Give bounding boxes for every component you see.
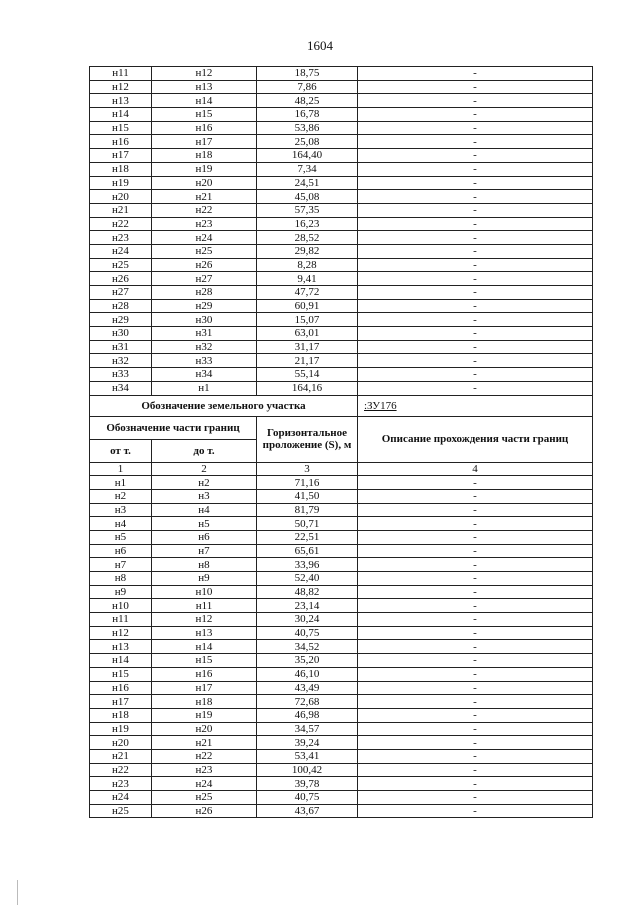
description-cell: - (358, 804, 593, 818)
table-row (90, 695, 593, 709)
description-cell: - (358, 654, 593, 668)
description-cell: - (358, 749, 593, 763)
distance-cell: 164,40 (257, 149, 358, 163)
from-point-cell: н23 (90, 231, 152, 245)
distance-cell: 34,57 (257, 722, 358, 736)
description-cell: - (358, 190, 593, 204)
plot-rows (90, 476, 593, 818)
from-point-cell: н27 (90, 286, 152, 300)
description-cell: - (358, 299, 593, 313)
from-point-cell: н31 (90, 340, 152, 354)
from-point-cell: н26 (90, 272, 152, 286)
from-point-cell: н13 (90, 94, 152, 108)
from-point-cell: н34 (90, 381, 152, 395)
from-point-cell: н25 (90, 804, 152, 818)
to-point-cell: н34 (152, 368, 257, 382)
from-point-cell: н5 (90, 530, 152, 544)
to-point-cell: н11 (152, 599, 257, 613)
table-row (90, 203, 593, 217)
from-point-cell: н11 (90, 67, 152, 81)
table-row (90, 681, 593, 695)
distance-cell: 71,16 (257, 476, 358, 490)
description-cell: - (358, 176, 593, 190)
table-row (90, 258, 593, 272)
table-row (90, 599, 593, 613)
distance-cell: 48,82 (257, 585, 358, 599)
table-row (90, 489, 593, 503)
description-cell: - (358, 572, 593, 586)
from-point-cell: н20 (90, 736, 152, 750)
distance-cell: 8,28 (257, 258, 358, 272)
description-cell: - (358, 708, 593, 722)
table-row (90, 585, 593, 599)
table-row (90, 67, 593, 81)
distance-cell: 35,20 (257, 654, 358, 668)
from-point-cell: н9 (90, 585, 152, 599)
to-point-cell: н12 (152, 67, 257, 81)
table-row (90, 381, 593, 395)
from-point-cell: н15 (90, 121, 152, 135)
from-point-cell: н30 (90, 327, 152, 341)
to-point-cell: н8 (152, 558, 257, 572)
distance-cell: 16,23 (257, 217, 358, 231)
table-row (90, 749, 593, 763)
from-point-cell: н6 (90, 544, 152, 558)
description-cell: - (358, 736, 593, 750)
from-point-cell: н18 (90, 708, 152, 722)
description-cell: - (358, 203, 593, 217)
to-point-cell: н26 (152, 258, 257, 272)
table-row (90, 176, 593, 190)
table-row (90, 272, 593, 286)
distance-cell: 53,86 (257, 121, 358, 135)
distance-cell: 81,79 (257, 503, 358, 517)
table-row (90, 777, 593, 791)
table-row (90, 94, 593, 108)
distance-cell: 22,51 (257, 530, 358, 544)
to-point-cell: н23 (152, 763, 257, 777)
distance-cell: 50,71 (257, 517, 358, 531)
table-row (90, 121, 593, 135)
to-point-cell: н13 (152, 80, 257, 94)
to-point-cell: н17 (152, 681, 257, 695)
distance-cell: 29,82 (257, 244, 358, 258)
table-row (90, 354, 593, 368)
table-row (90, 530, 593, 544)
from-point-cell: н19 (90, 176, 152, 190)
from-point-cell: н21 (90, 203, 152, 217)
plot-section-header (90, 395, 593, 476)
from-point-cell: н22 (90, 217, 152, 231)
to-point-cell: н2 (152, 476, 257, 490)
distance-cell: 65,61 (257, 544, 358, 558)
description-cell: - (358, 135, 593, 149)
distance-cell: 43,49 (257, 681, 358, 695)
table-row (90, 327, 593, 341)
to-point-cell: н17 (152, 135, 257, 149)
from-point-cell: н7 (90, 558, 152, 572)
description-cell: - (358, 231, 593, 245)
description-cell: - (358, 354, 593, 368)
to-point-cell: н30 (152, 313, 257, 327)
distance-cell: 18,75 (257, 67, 358, 81)
to-point-cell: н16 (152, 121, 257, 135)
from-point-cell: н17 (90, 149, 152, 163)
column-number: 1 (90, 462, 152, 476)
description-cell: - (358, 368, 593, 382)
to-point-cell: н28 (152, 286, 257, 300)
description-cell: - (358, 286, 593, 300)
to-point-cell: н15 (152, 654, 257, 668)
from-point-cell: н22 (90, 763, 152, 777)
distance-cell: 33,96 (257, 558, 358, 572)
to-point-cell: н24 (152, 231, 257, 245)
table-row (90, 722, 593, 736)
distance-cell: 43,67 (257, 804, 358, 818)
distance-cell: 39,24 (257, 736, 358, 750)
distance-cell: 9,41 (257, 272, 358, 286)
table-row (90, 763, 593, 777)
boundary-table (89, 66, 593, 818)
column-number: 4 (358, 462, 593, 476)
plot-id: :ЗУ176 (358, 395, 593, 416)
distance-cell: 39,78 (257, 777, 358, 791)
from-point-cell: н14 (90, 108, 152, 122)
from-point-cell: н3 (90, 503, 152, 517)
to-point-cell: н22 (152, 749, 257, 763)
to-point-cell: н22 (152, 203, 257, 217)
table-row (90, 736, 593, 750)
table-row (90, 517, 593, 531)
to-point-cell: н25 (152, 791, 257, 805)
from-point-cell: н1 (90, 476, 152, 490)
from-point-header: от т. (90, 439, 152, 462)
to-point-cell: н23 (152, 217, 257, 231)
table-row (90, 190, 593, 204)
from-point-cell: н4 (90, 517, 152, 531)
description-cell: - (358, 80, 593, 94)
to-point-cell: н21 (152, 190, 257, 204)
distance-cell: 57,35 (257, 203, 358, 217)
to-point-cell: н6 (152, 530, 257, 544)
scan-edge-line (17, 880, 18, 905)
distance-cell: 100,42 (257, 763, 358, 777)
from-point-cell: н16 (90, 135, 152, 149)
description-cell: - (358, 695, 593, 709)
table-row (90, 613, 593, 627)
description-cell: - (358, 640, 593, 654)
to-point-cell: н25 (152, 244, 257, 258)
distance-cell: 7,86 (257, 80, 358, 94)
from-point-cell: н23 (90, 777, 152, 791)
table-row (90, 149, 593, 163)
from-point-cell: н14 (90, 654, 152, 668)
distance-cell: 41,50 (257, 489, 358, 503)
description-cell: - (358, 67, 593, 81)
horizontal-distance-header: Горизонтальное проложение (S), м (257, 416, 358, 462)
description-cell: - (358, 313, 593, 327)
distance-cell: 25,08 (257, 135, 358, 149)
distance-cell: 72,68 (257, 695, 358, 709)
to-point-cell: н15 (152, 108, 257, 122)
distance-cell: 45,08 (257, 190, 358, 204)
table-row (90, 286, 593, 300)
table-row (90, 503, 593, 517)
from-point-cell: н29 (90, 313, 152, 327)
table-row (90, 708, 593, 722)
description-cell: - (358, 94, 593, 108)
column-number: 2 (152, 462, 257, 476)
to-point-cell: н9 (152, 572, 257, 586)
from-point-cell: н20 (90, 190, 152, 204)
to-point-cell: н20 (152, 722, 257, 736)
to-point-cell: н29 (152, 299, 257, 313)
description-cell: - (358, 791, 593, 805)
distance-cell: 63,01 (257, 327, 358, 341)
from-point-cell: н28 (90, 299, 152, 313)
to-point-cell: н4 (152, 503, 257, 517)
description-cell: - (358, 503, 593, 517)
description-cell: - (358, 558, 593, 572)
table-row (90, 804, 593, 818)
description-cell: - (358, 613, 593, 627)
to-point-cell: н1 (152, 381, 257, 395)
to-point-cell: н27 (152, 272, 257, 286)
table-row (90, 108, 593, 122)
description-cell: - (358, 599, 593, 613)
table-row (90, 791, 593, 805)
description-cell: - (358, 489, 593, 503)
to-point-cell: н31 (152, 327, 257, 341)
from-point-cell: н18 (90, 162, 152, 176)
description-cell: - (358, 544, 593, 558)
distance-cell: 24,51 (257, 176, 358, 190)
description-cell: - (358, 381, 593, 395)
table-row (90, 572, 593, 586)
from-point-cell: н2 (90, 489, 152, 503)
distance-cell: 34,52 (257, 640, 358, 654)
to-point-cell: н16 (152, 667, 257, 681)
to-point-cell: н5 (152, 517, 257, 531)
from-point-cell: н16 (90, 681, 152, 695)
description-cell: - (358, 162, 593, 176)
description-cell: - (358, 681, 593, 695)
table-row (90, 667, 593, 681)
from-point-cell: н33 (90, 368, 152, 382)
description-cell: - (358, 763, 593, 777)
distance-cell: 164,16 (257, 381, 358, 395)
description-cell: - (358, 272, 593, 286)
boundary-parts-header: Обозначение части границ (90, 416, 257, 439)
description-cell: - (358, 258, 593, 272)
to-point-cell: н20 (152, 176, 257, 190)
table-row (90, 299, 593, 313)
to-point-cell: н14 (152, 640, 257, 654)
to-point-cell: н18 (152, 149, 257, 163)
table-row (90, 313, 593, 327)
distance-cell: 40,75 (257, 791, 358, 805)
description-cell: - (358, 149, 593, 163)
description-cell: - (358, 121, 593, 135)
table-row (90, 558, 593, 572)
table-row (90, 476, 593, 490)
previous-plot-rows (90, 67, 593, 396)
from-point-cell: н15 (90, 667, 152, 681)
from-point-cell: н19 (90, 722, 152, 736)
description-cell: - (358, 585, 593, 599)
table-row (90, 135, 593, 149)
description-cell: - (358, 530, 593, 544)
page-number: 1604 (307, 38, 333, 53)
table-row (90, 544, 593, 558)
description-cell: - (358, 626, 593, 640)
table-row (90, 80, 593, 94)
description-cell: - (358, 340, 593, 354)
table-row (90, 340, 593, 354)
distance-cell: 16,78 (257, 108, 358, 122)
to-point-cell: н7 (152, 544, 257, 558)
description-cell: - (358, 722, 593, 736)
table-row (90, 626, 593, 640)
to-point-cell: н14 (152, 94, 257, 108)
boundary-description-header: Описание прохождения части границ (358, 416, 593, 462)
distance-cell: 46,10 (257, 667, 358, 681)
description-cell: - (358, 327, 593, 341)
from-point-cell: н12 (90, 80, 152, 94)
description-cell: - (358, 517, 593, 531)
to-point-cell: н18 (152, 695, 257, 709)
distance-cell: 52,40 (257, 572, 358, 586)
distance-cell: 31,17 (257, 340, 358, 354)
from-point-cell: н32 (90, 354, 152, 368)
column-number: 3 (257, 462, 358, 476)
distance-cell: 46,98 (257, 708, 358, 722)
distance-cell: 40,75 (257, 626, 358, 640)
from-point-cell: н21 (90, 749, 152, 763)
table-row (90, 162, 593, 176)
to-point-cell: н33 (152, 354, 257, 368)
description-cell: - (358, 667, 593, 681)
distance-cell: 28,52 (257, 231, 358, 245)
from-point-cell: н13 (90, 640, 152, 654)
description-cell: - (358, 777, 593, 791)
description-cell: - (358, 476, 593, 490)
to-point-cell: н19 (152, 162, 257, 176)
to-point-cell: н24 (152, 777, 257, 791)
from-point-cell: н24 (90, 244, 152, 258)
distance-cell: 23,14 (257, 599, 358, 613)
to-point-cell: н21 (152, 736, 257, 750)
table-row (90, 244, 593, 258)
distance-cell: 60,91 (257, 299, 358, 313)
to-point-cell: н13 (152, 626, 257, 640)
distance-cell: 47,72 (257, 286, 358, 300)
description-cell: - (358, 217, 593, 231)
to-point-cell: н32 (152, 340, 257, 354)
distance-cell: 15,07 (257, 313, 358, 327)
to-point-header: до т. (152, 439, 257, 462)
table-row (90, 654, 593, 668)
to-point-cell: н26 (152, 804, 257, 818)
from-point-cell: н25 (90, 258, 152, 272)
distance-cell: 7,34 (257, 162, 358, 176)
distance-cell: 48,25 (257, 94, 358, 108)
table-row (90, 368, 593, 382)
to-point-cell: н12 (152, 613, 257, 627)
to-point-cell: н3 (152, 489, 257, 503)
distance-cell: 55,14 (257, 368, 358, 382)
from-point-cell: н12 (90, 626, 152, 640)
description-cell: - (358, 108, 593, 122)
distance-cell: 21,17 (257, 354, 358, 368)
from-point-cell: н8 (90, 572, 152, 586)
from-point-cell: н11 (90, 613, 152, 627)
plot-designation-label: Обозначение земельного участка (90, 395, 358, 416)
distance-cell: 30,24 (257, 613, 358, 627)
to-point-cell: н19 (152, 708, 257, 722)
from-point-cell: н17 (90, 695, 152, 709)
table-row (90, 217, 593, 231)
from-point-cell: н10 (90, 599, 152, 613)
description-cell: - (358, 244, 593, 258)
to-point-cell: н10 (152, 585, 257, 599)
table-row (90, 231, 593, 245)
distance-cell: 53,41 (257, 749, 358, 763)
table-row (90, 640, 593, 654)
from-point-cell: н24 (90, 791, 152, 805)
